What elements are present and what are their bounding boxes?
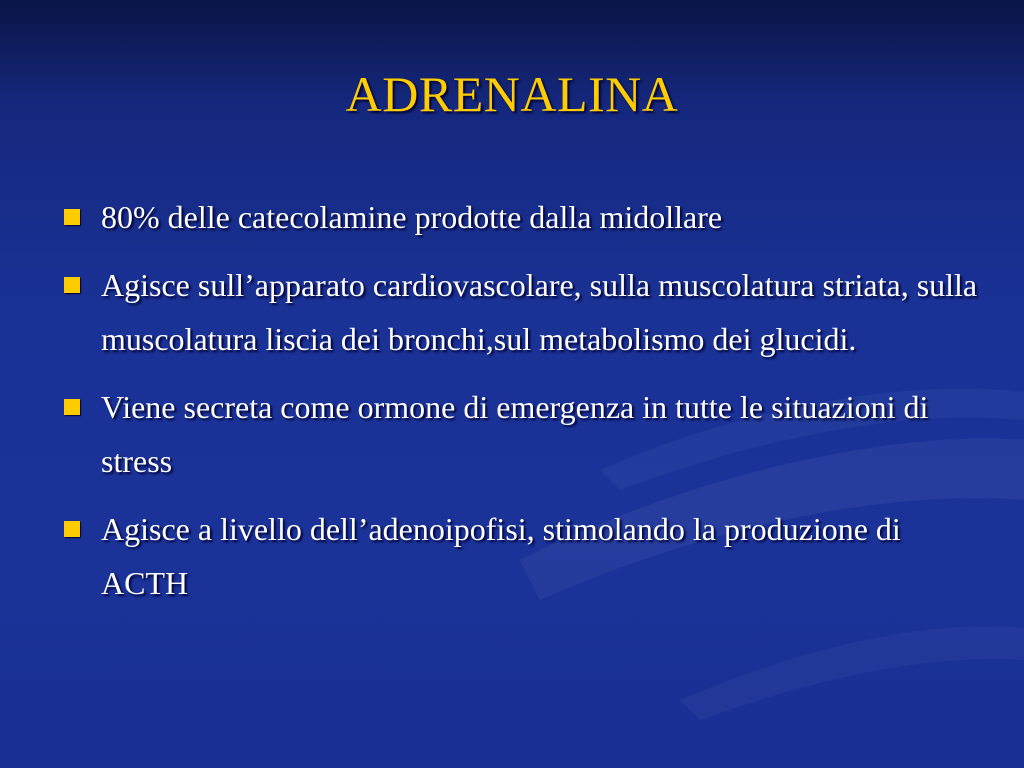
- bullet-text: Viene secreta come ormone di emergenza in tutte le situazioni di stress: [101, 389, 929, 479]
- square-bullet-icon: [64, 277, 80, 293]
- square-bullet-icon: [64, 521, 80, 537]
- bullet-item: [64, 502, 984, 610]
- bullet-list: [64, 190, 984, 624]
- bullet-text: Agisce sull’apparato cardiovascolare, sulla muscolatura striata, sulla muscolatura liscia dei bronchi,sul metabolismo dei glucidi.: [101, 267, 978, 357]
- bullet-text: 80% delle catecolamine prodotte dalla midollare: [101, 199, 723, 235]
- bullet-item: [64, 190, 984, 244]
- bullet-item: [64, 258, 984, 366]
- square-bullet-icon: [64, 399, 80, 415]
- slide-title: ADRENALINA: [345, 66, 679, 122]
- square-bullet-icon: [64, 209, 80, 225]
- bullet-item: [64, 380, 984, 488]
- bullet-text: Agisce a livello dell’adenoipofisi, stimolando la produzione di ACTH: [101, 511, 901, 601]
